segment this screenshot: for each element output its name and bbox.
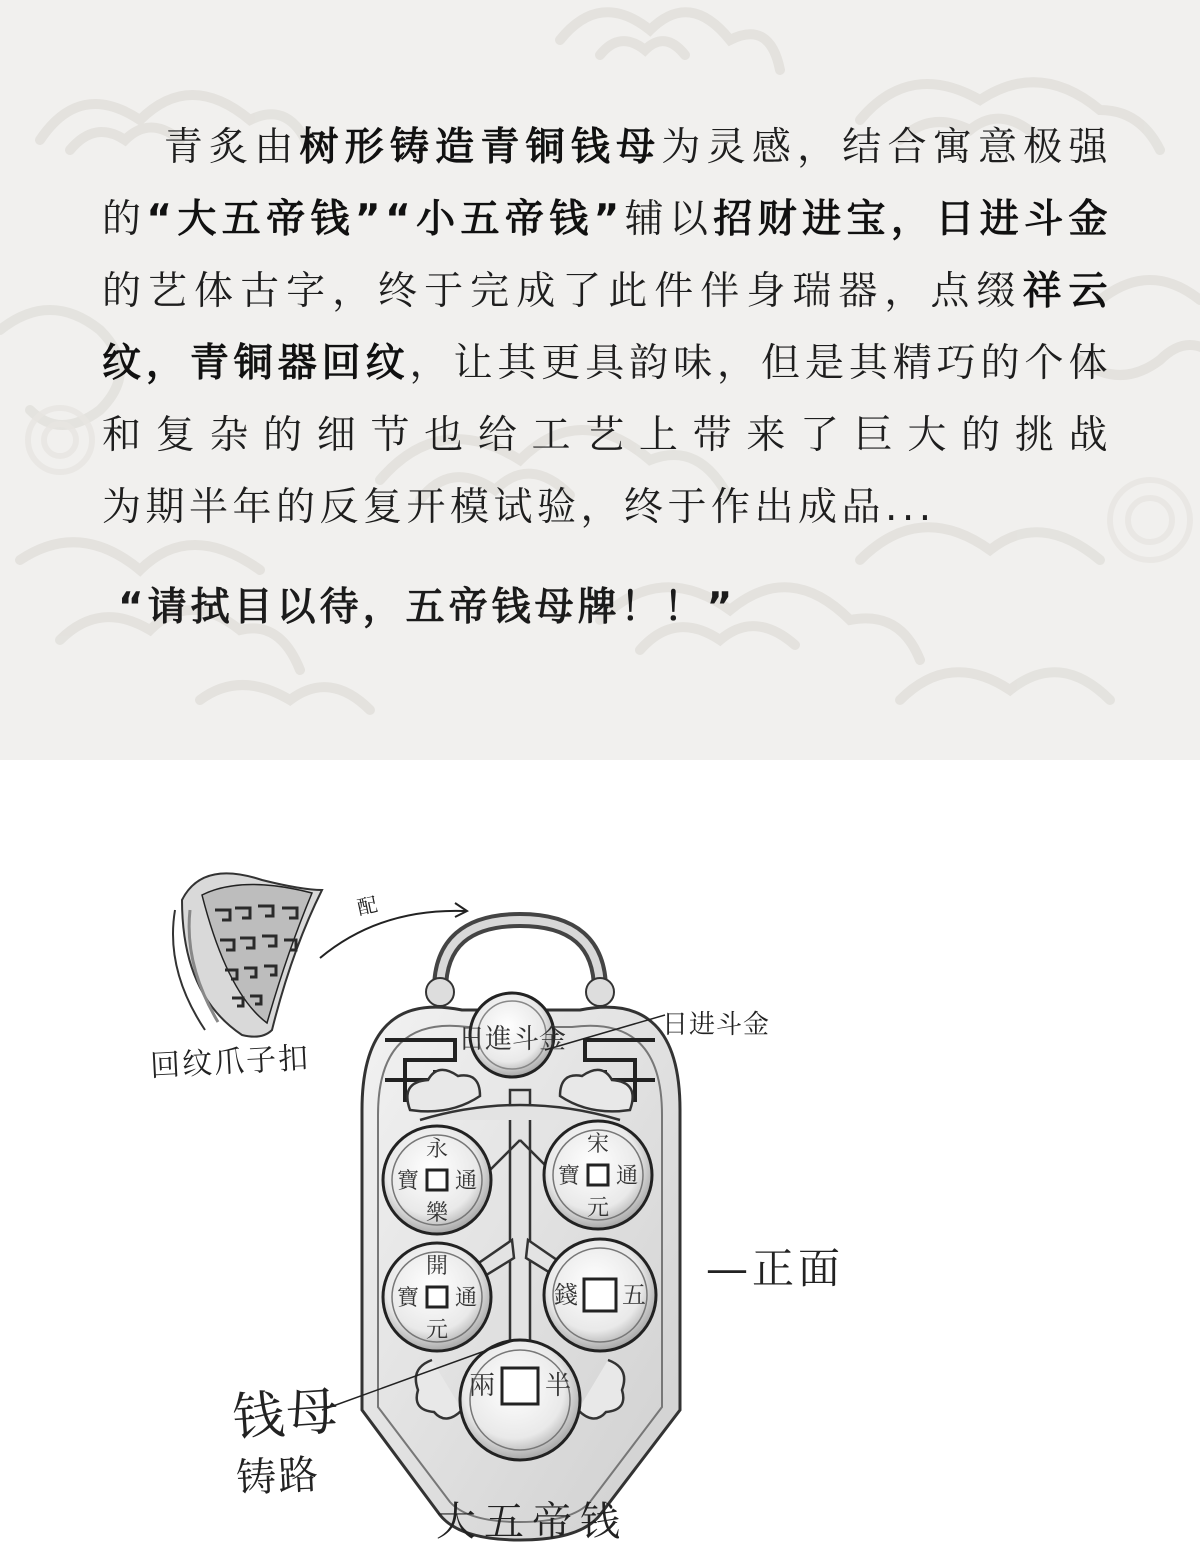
label-top-coin: 日进斗金	[662, 1010, 771, 1040]
intro-last-line: 为期半年的反复开模试验，终于作出成品...	[102, 485, 936, 530]
coin-char: 五	[622, 1281, 646, 1309]
coin-char: 寶	[557, 1164, 581, 1189]
coin-kaiyuan	[383, 1243, 491, 1351]
teaser-quote: “请拭目以待，五帝钱母牌！！”	[118, 585, 737, 630]
label-dawudi-coins: 大五帝钱	[436, 1499, 628, 1545]
coin-banliang	[460, 1340, 580, 1460]
coin-char: 樂	[425, 1201, 449, 1226]
label-front-side: —正面	[706, 1244, 845, 1293]
intro-highlight: 祥云纹，青铜器回纹	[102, 269, 1112, 386]
coin-char: 開	[425, 1254, 449, 1279]
coin-char: 寶	[396, 1286, 420, 1311]
coin-char: 永	[425, 1137, 449, 1162]
label-clasp: 回纹爪子扣	[149, 1040, 311, 1085]
coin-char: 宋	[586, 1132, 610, 1157]
intro-text: 为灵感，结合寓意极强	[661, 125, 1112, 170]
coin-songyuan	[544, 1121, 652, 1229]
intro-panel	[0, 0, 1200, 760]
coin-char: 通	[615, 1164, 639, 1189]
intro-text: 青炙由	[162, 125, 300, 170]
intro-text: 的艺体古字，终于完成了此件伴身瑞器，点缀	[102, 269, 1023, 314]
design-sketch-area	[0, 760, 1200, 1564]
label-qianmu: 钱母	[230, 1381, 343, 1449]
intro-paragraph	[102, 112, 1112, 544]
coin-char: 元	[425, 1318, 449, 1343]
label-pair: 配	[355, 892, 380, 920]
coin-char: 寶	[396, 1169, 420, 1194]
clasp-drawing	[173, 873, 322, 1036]
label-casting-path: 铸路	[235, 1451, 322, 1503]
intro-highlight: 青铜钱母	[480, 125, 662, 170]
coin-char: 通	[454, 1286, 478, 1311]
coin-wuzhu	[544, 1239, 656, 1351]
coin-yongle	[383, 1126, 491, 1234]
intro-text: 的个体和复杂的细节也给工艺上带来了巨大的挑战	[102, 341, 1112, 458]
coin-char: 錢	[554, 1281, 578, 1309]
top-coin-inscription: 日進斗金	[458, 1024, 566, 1055]
coin-char: 半	[544, 1371, 572, 1401]
coin-char: 兩	[468, 1371, 496, 1401]
intro-highlight: 斗金	[1024, 197, 1112, 242]
intro-highlight: 树形铸造	[299, 125, 481, 170]
coin-char: 通	[454, 1169, 478, 1194]
intro-text: 的	[102, 197, 147, 242]
intro-highlight: 招财进宝，日进	[713, 197, 1025, 242]
intro-text: 辅以	[623, 197, 714, 242]
pendant-design-sketch	[0, 760, 1200, 1564]
coin-char: 元	[586, 1196, 610, 1221]
intro-text: ，让其更具韵味，但是其精巧	[409, 341, 981, 386]
intro-highlight: “大五帝钱”“小五帝钱”	[146, 197, 624, 242]
